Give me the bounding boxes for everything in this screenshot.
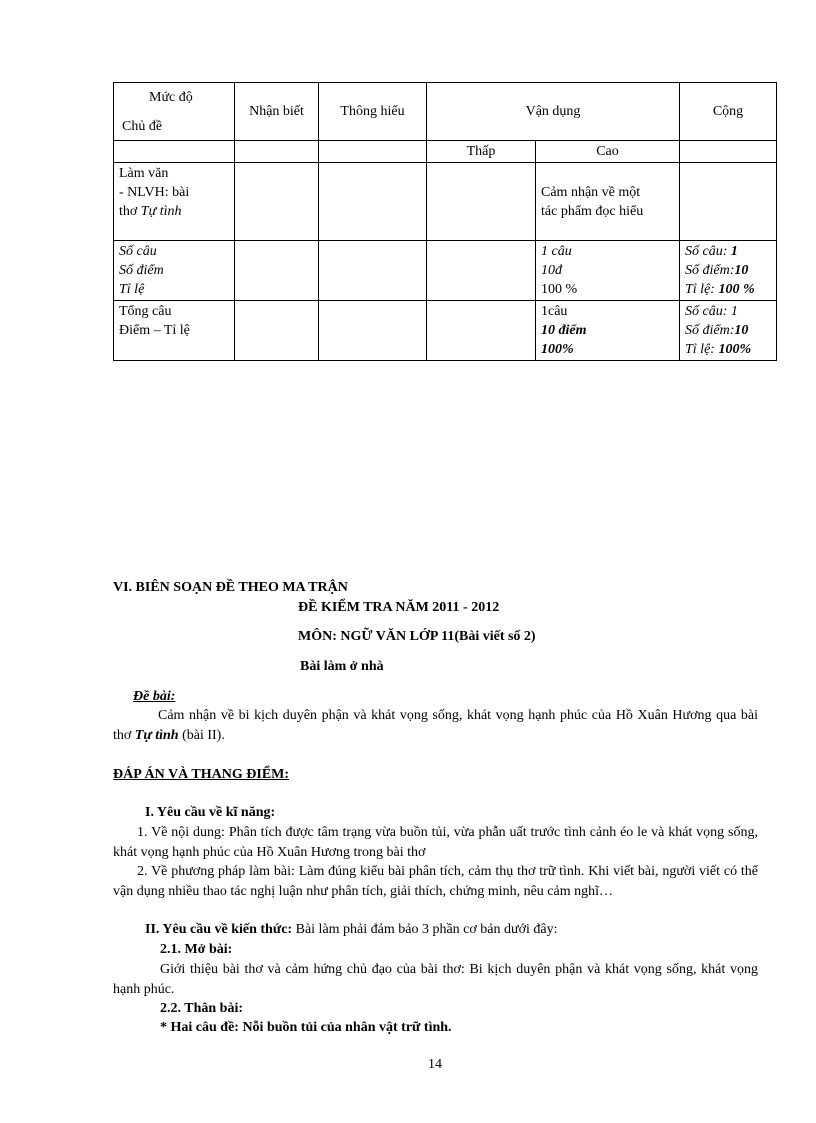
total-total-2: Số điểm:10 <box>685 323 749 338</box>
knowledge-line: II. Yêu cầu về kiến thức: Bài làm phải đảm bảo 3 phần cơ bản dưới đây: <box>145 922 558 937</box>
prompt-label: Đề bài: <box>133 689 176 704</box>
counts-label-2: Số điểm <box>119 263 164 278</box>
prompt-text: Cảm nhận về bi kịch duyên phận và khát vọng sống, khát vọng hạnh phúc của Hồ Xuân Hương qua bài thơ Tự tình (bài II). <box>113 708 758 743</box>
total-label-1: Tổng câu <box>119 304 172 319</box>
counts-high-3: 100 % <box>541 282 578 297</box>
topic-high-line-2: tác phẩm đọc hiểu <box>541 204 644 219</box>
topic-high-line-1: Cảm nhận về một <box>541 185 641 200</box>
counts-total-2: Số điểm:10 <box>685 263 749 278</box>
header-topic-cell <box>114 83 235 141</box>
header-recognize: Nhận biết <box>235 83 319 141</box>
intro-text: Giới thiệu bài thơ và cảm hứng chủ đạo của bài thơ: Bi kịch duyên phận và khát vọng sống, khát vọng hạnh phúc. <box>113 962 758 997</box>
subject-line: MÔN: NGỮ VĂN LỚP 11(Bài viết số 2) <box>298 629 536 644</box>
counts-high-cell <box>536 241 680 301</box>
page-number: 14 <box>428 1057 442 1072</box>
section-title: VI. BIÊN SOẠN ĐỀ THEO MA TRẬN <box>113 580 348 595</box>
body-subheading: * Hai câu đề: Nỗi buồn tủi của nhân vật trữ tình. <box>160 1020 452 1035</box>
counts-label-1: Số câu <box>119 244 157 259</box>
topic-line-3: thơ Tự tình <box>119 204 182 219</box>
counts-label-3: Tỉ lệ <box>119 282 145 297</box>
level-label: Mức độ <box>149 89 193 105</box>
counts-total-1: Số câu: 1 <box>685 244 738 259</box>
homework-label: Bài làm ở nhà <box>300 659 384 674</box>
header-low: Thấp <box>427 141 536 163</box>
header-understand: Thông hiểu <box>319 83 427 141</box>
total-total-1: Số câu: 1 <box>685 304 738 319</box>
total-high-2: 10 điểm <box>541 323 587 338</box>
answer-heading: ĐÁP ÁN VÀ THANG ĐIỂM: <box>113 767 290 782</box>
intro-heading: 2.1. Mở bài: <box>160 942 233 957</box>
topic-label: Chủ đề <box>122 118 163 134</box>
header-apply: Vận dụng <box>427 83 680 141</box>
topic-high-cell <box>536 163 680 241</box>
total-label-cell <box>114 301 235 361</box>
body-heading: 2.2. Thân bài: <box>160 1001 243 1016</box>
topic-cell <box>114 163 235 241</box>
total-label-2: Điểm – Tỉ lệ <box>119 323 190 338</box>
header-high: Cao <box>536 141 680 163</box>
counts-high-1: 1 câu <box>541 244 572 259</box>
counts-label-cell <box>114 241 235 301</box>
counts-total-3: Tỉ lệ: 100 % <box>685 282 755 297</box>
topic-line-2: - NLVH: bài <box>119 185 190 200</box>
matrix-table <box>113 82 777 361</box>
total-total-cell <box>680 301 777 361</box>
total-high-3: 100% <box>541 342 574 357</box>
total-high-cell <box>536 301 680 361</box>
counts-total-cell <box>680 241 777 301</box>
skill-item-1: 1. Về nội dung: Phân tích được tâm trạng vừa buồn tủi, vừa phẫn uất trước tình cảnh éo le và khát vọng sống, khát vọng hạnh phúc của Hồ Xuân Hương trong bài thơ <box>113 825 758 860</box>
total-high-1: 1câu <box>541 304 568 319</box>
skills-heading: I. Yêu cầu về kĩ năng: <box>145 805 276 820</box>
counts-high-2: 10đ <box>541 263 562 278</box>
exam-title: ĐỀ KIỂM TRA NĂM 2011 - 2012 <box>298 600 500 615</box>
topic-line-1: Làm văn <box>119 166 169 181</box>
skill-item-2: 2. Về phương pháp làm bài: Làm đúng kiểu bài phân tích, cảm thụ thơ trữ tình. Khi viết bài, người viết có thể vận dụng nhiều thao tác nghị luận như phân tích, giải thích, chứng minh, nêu cảm nghĩ… <box>113 864 758 899</box>
header-total: Cộng <box>680 83 777 141</box>
total-total-3: Tỉ lệ: 100% <box>685 342 752 357</box>
